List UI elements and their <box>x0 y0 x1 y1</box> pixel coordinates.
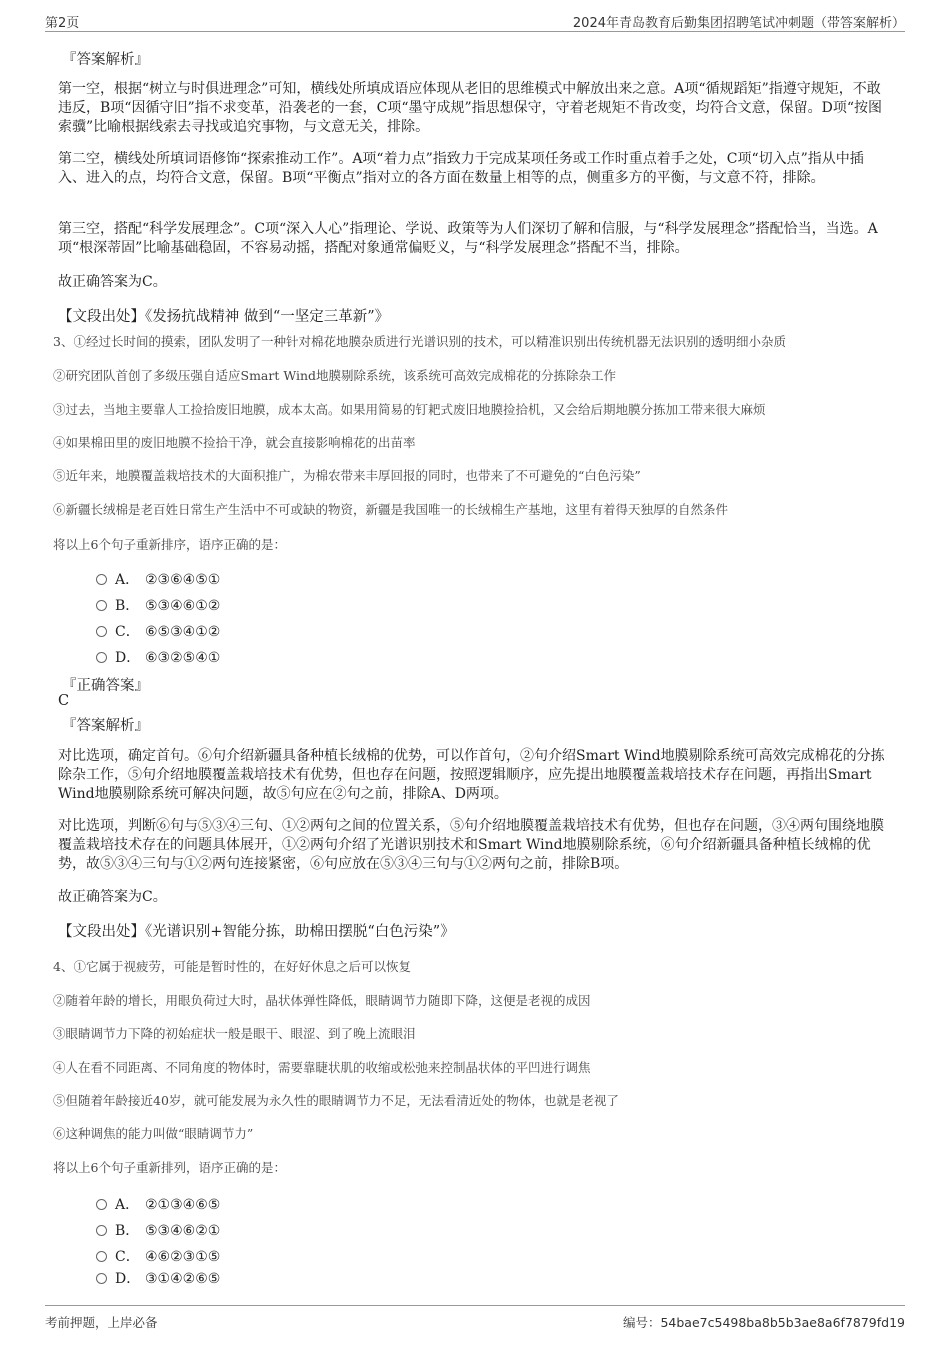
q3-answer: C <box>58 693 70 709</box>
q4-sentence-5: ⑤但随着年龄接近40岁，就可能发展为永久性的眼睛调节力不足，无法看清近处的物体，也就是老视了 <box>53 1093 619 1108</box>
footer-slogan: 考前押题，上岸必备 <box>45 1315 158 1330</box>
q3-sentence-4: ④如果棉田里的废旧地膜不捡拾干净，就会直接影响棉花的出苗率 <box>53 435 416 450</box>
q3-option-d[interactable]: D． ⑥③②⑤④① <box>96 647 220 667</box>
q3-option-b[interactable]: B． ⑤③④⑥①② <box>96 595 220 615</box>
radio-icon[interactable] <box>96 1273 107 1284</box>
q2-analysis-para-2: 第二空，横线处所填词语修饰“探索推动工作”。A项“着力点”指致力于完成某项任务或工作时重点着手之处，C项“切入点”指从中插入、进入的点，均符合文意，保留。B项“平衡点”指对立的各方面在数量上相等的点，侧重多方的平衡，与文意不符，排除。 <box>58 151 864 186</box>
radio-icon[interactable] <box>96 600 107 611</box>
q4-sentence-1: 4、①它属于视疲劳，可能是暂时性的，在好好休息之后可以恢复 <box>53 959 411 974</box>
document-code <box>623 1313 905 1331</box>
radio-icon[interactable] <box>96 574 107 585</box>
q2-analysis-para-3: 第三空，搭配“科学发展理念”。C项“深入人心”指理论、学说、政策等为人们深切了解和信服，与“科学发展理念”搭配恰当，当选。A项“根深蒂固”比喻基础稳固，不容易动摇，搭配对象通常偏贬义，与“科学发展理念”搭配不当，排除。 <box>58 221 878 256</box>
q3-sentence-1: 3、①经过长时间的摸索，团队发明了一种针对棉花地膜杂质进行光谱识别的技术，可以精准识别出传统机器无法识别的透明细小杂质 <box>53 334 786 349</box>
footer-divider <box>45 1305 905 1306</box>
q3-analysis-para-2: 对比选项，判断⑥句与⑤③④三句、①②两句之间的位置关系，⑤句介绍地膜覆盖栽培技术有优势，但也存在问题，③④两句围绕地膜覆盖栽培技术存在的问题具体展开，①②两句介绍了光谱识别技术和Smart Wind地膜剔除系统，⑥句介绍新疆具备种植长绒棉的优势，故⑤③④三句与①②两句连接紧密，⑥句应放在⑤③④三句与①②两句之前，排除B项。 <box>58 818 884 872</box>
q2-conclusion: 故正确答案为C。 <box>58 274 167 290</box>
q4-option-a[interactable]: A． ②①③④⑥⑤ <box>96 1194 220 1214</box>
q2-analysis-para-1: 第一空，根据“树立与时俱进理念”可知，横线处所填成语应体现从老旧的思维模式中解放出来之意。A项“循规蹈矩”指遵守规矩，不敢违反，B项“因循守旧”指不求变革，沿袭老的一套，C项“墨守成规”指思想保守，守着老规矩不肯改变，均符合文意，保留。D项“按图索骥”比喻根据线索去寻找或追究事物，与文意无关，排除。 <box>58 81 883 135</box>
q4-prompt: 将以上6个句子重新排列，语序正确的是： <box>53 1160 286 1175</box>
q4-option-b[interactable]: B． ⑤③④⑥②① <box>96 1220 220 1240</box>
q3-prompt: 将以上6个句子重新排序，语序正确的是： <box>53 537 286 552</box>
document-title: 2024年青岛教育后勤集团招聘笔试冲刺题（带答案解析） <box>572 16 905 31</box>
q3-analysis-heading: 『答案解析』 <box>62 718 149 734</box>
q3-analysis-para-1: 对比选项，确定首句。⑥句介绍新疆具备种植长绒棉的优势，可以作首句，②句介绍Smart Wind地膜剔除系统可高效完成棉花的分拣除杂工作，⑤句介绍地膜覆盖栽培技术有优势，但也存在问题，按照逻辑顺序，应先提出地膜覆盖栽培技术存在问题，再指出Smart Wind地膜剔除系统可解决问题，故⑤句应在②句之前，排除A、D两项。 <box>58 748 885 802</box>
q3-sentence-5: ⑤近年来，地膜覆盖栽培技术的大面积推广，为棉农带来丰厚回报的同时，也带来了不可避免的“白色污染” <box>53 468 641 483</box>
q3-sentence-6: ⑥新疆长绒棉是老百姓日常生产生活中不可或缺的物资，新疆是我国唯一的长绒棉生产基地，这里有着得天独厚的自然条件 <box>53 502 729 517</box>
q3-conclusion: 故正确答案为C。 <box>58 889 167 905</box>
page-number: 第2页 <box>45 16 80 31</box>
q2-analysis-heading: 『答案解析』 <box>62 52 149 68</box>
page-header <box>0 0 950 32</box>
q3-option-c[interactable]: C． ⑥⑤③④①② <box>96 621 220 641</box>
q3-sentence-3: ③过去，当地主要靠人工捡拾废旧地膜，成本太高。如果用简易的钉耙式废旧地膜捡拾机，又会给后期地膜分拣加工带来很大麻烦 <box>53 402 766 417</box>
q3-option-a[interactable]: A． ②③⑥④⑤① <box>96 569 220 589</box>
radio-icon[interactable] <box>96 626 107 637</box>
q4-sentence-3: ③眼睛调节力下降的初始症状一般是眼干、眼涩、到了晚上流眼泪 <box>53 1026 416 1041</box>
q4-sentence-6: ⑥这种调焦的能力叫做“眼睛调节力” <box>53 1126 254 1141</box>
q3-sentence-2: ②研究团队首创了多级压强自适应Smart Wind地膜剔除系统，该系统可高效完成棉花的分拣除杂工作 <box>53 368 617 383</box>
header-divider <box>45 31 905 32</box>
document-code-label: 编号： <box>622 1315 661 1330</box>
q4-option-d[interactable]: D． ③①④②⑥⑤ <box>96 1268 220 1288</box>
q3-answer-heading: 『正确答案』 <box>62 678 149 694</box>
radio-icon[interactable] <box>96 652 107 663</box>
q4-sentence-4: ④人在看不同距离、不同角度的物体时，需要靠睫状肌的收缩或松弛来控制晶状体的平凹进行调焦 <box>53 1060 591 1075</box>
q4-sentence-2: ②随着年龄的增长，用眼负荷过大时，晶状体弹性降低，眼睛调节力随即下降，这便是老视的成因 <box>53 993 591 1008</box>
radio-icon[interactable] <box>96 1225 107 1236</box>
radio-icon[interactable] <box>96 1251 107 1262</box>
document-code-value: 54bae7c5498ba8b5b3ae8a6f7879fd19 <box>660 1315 905 1330</box>
q4-option-c[interactable]: C． ④⑥②③①⑤ <box>96 1246 220 1266</box>
page-footer <box>0 1305 950 1335</box>
q3-source: 【文段出处】《光谱识别+智能分拣，助棉田摆脱“白色污染”》 <box>58 924 455 940</box>
q2-source: 【文段出处】《发扬抗战精神 做到“一坚定三革新”》 <box>58 309 390 325</box>
radio-icon[interactable] <box>96 1199 107 1210</box>
